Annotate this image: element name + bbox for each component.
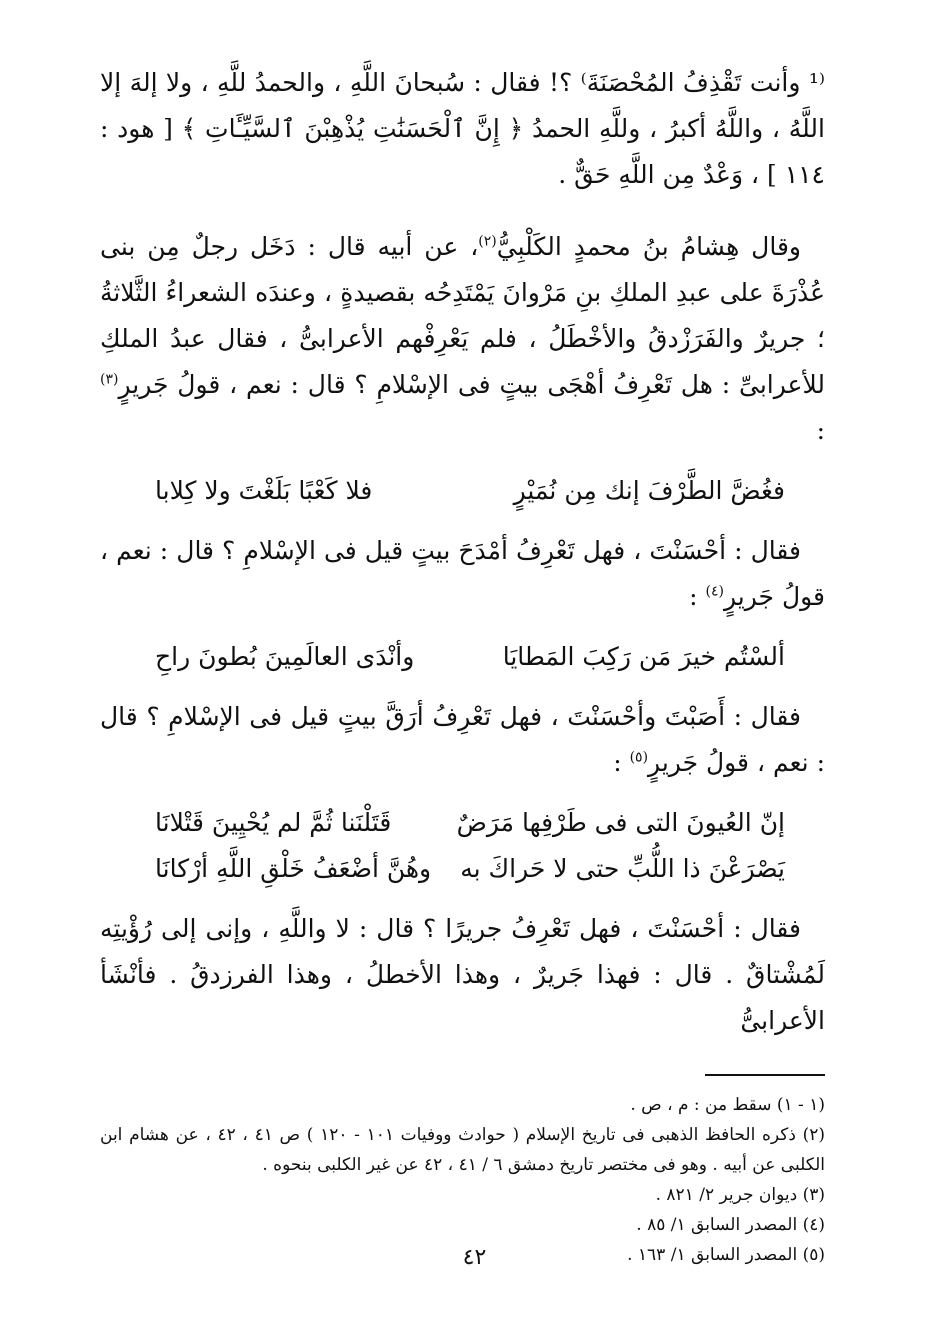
footnote-5: (٥) المصدر السابق ١/ ١٦٣ . — [627, 1245, 825, 1265]
page-body — [100, 60, 825, 1270]
verse-line-4 — [100, 846, 825, 892]
verse-2-first-hemistich: ألسْتُم خيرَ مَن رَكِبَ المَطايَا — [502, 642, 785, 671]
paragraph-2-text: وقال هِشامُ بنُ محمدٍ الكَلْبِيُّ — [496, 232, 801, 261]
footnote-separator — [705, 1074, 825, 1076]
footnote-2: (٢) ذكره الحافظ الذهبى فى تاريخ الإسلام ( حوادث ووفيات ١٠١ - ١٢٠ ) ص ٤١ ، ٤٢ ، عن هشام ابن الكلبى عن أبيه . وهو فى مختصر تاريخ دمشق ٦ / ٤١ ، ٤٢ عن غير الكلبى بنحوه . — [100, 1125, 825, 1175]
footnote-1: (١ - ١) سقط من : م ، ص . — [630, 1095, 825, 1115]
footnotes — [100, 1090, 825, 1270]
footnote-3: (٣) ديوان جرير ٢/ ٨٢١ . — [655, 1185, 825, 1205]
paragraph-4-text: فقال : أَصَبْتَ وأحْسَنْتَ ، فهل تَعْرِفُ أرَقَّ بيتٍ قيل فى الإسْلامِ ؟ قال : نعم ، قولُ جَريرٍ — [100, 702, 825, 777]
verse-line-1 — [100, 468, 825, 514]
paragraph-4-end: : — [613, 748, 630, 777]
verse-line-2 — [100, 634, 825, 680]
footnote-marker-4: (٤) — [705, 583, 725, 600]
paragraph-4 — [100, 694, 825, 786]
verse-1-first-hemistich: فغُضَّ الطَّرْفَ إنك مِن نُمَيْرٍ — [513, 476, 785, 505]
verse-1-second-hemistich: فلا كَعْبًا بَلَغْتَ ولا كِلابا — [155, 476, 373, 505]
paragraph-3 — [100, 528, 825, 620]
verse-2-second-hemistich: وأنْدَى العالَمِينَ بُطونَ راحِ — [155, 642, 415, 671]
paragraph-3-end: : — [689, 582, 706, 611]
footnote-4: (٤) المصدر السابق ١/ ٨٥ . — [636, 1215, 825, 1235]
verse-3-second-hemistich: قَتَلْنَنا ثُمَّ لم يُحْيِينَ قَتْلانَا — [155, 808, 392, 837]
paragraph-3-text: فقال : أحْسَنْتَ ، فهل تَعْرِفُ أمْدَحَ بيتٍ قيل فى الإسْلامِ ؟ قال : نعم ، قولُ جَريرٍ — [100, 536, 825, 611]
page-number: ٤٢ — [462, 1245, 487, 1270]
verse-line-3 — [100, 800, 825, 846]
paragraph-2-rest: ، عن أبيه قال : دَخَل رجلٌ مِن بنى عُذْرَةَ على عبدِ الملكِ بنِ مَرْوانَ يَمْتَدِحُه بقصيدةٍ ، وعندَه الشعراءُ الثَّلاثةُ ؛ جريرٌ والفَرَزْدقُ والأخْطَلُ ، فلم يَعْرِفْهم الأعرابىُّ ، فقال عبدُ الملكِ للأعرابىِّ : هل تَعْرِفُ أهْجَى بيتٍ فى الإسْلامِ ؟ قال : نعم ، قولُ جَريرٍ — [100, 232, 825, 399]
verse-4-second-hemistich: وهُنَّ أضْعَفُ خَلْقِ اللَّهِ أرْكانَا — [155, 854, 432, 883]
footnote-marker-2: (٢) — [478, 233, 497, 250]
paragraph-2 — [100, 224, 825, 454]
footnote-marker-5: (٥) — [629, 749, 649, 766]
verse-4-first-hemistich: يَصْرَعْنَ ذا اللُّبِّ حتى لا حَراكَ به — [460, 854, 785, 883]
paragraph-5: فقال : أحْسَنْتَ ، فهل تَعْرِفُ جريرًا ؟ قال : لا واللَّهِ ، وإنى إلى رُؤْيتِه لَمُشْتاقٌ . قال : فهذا جَريرٌ ، وهذا الأخطلُ ، وهذا الفرزدقُ . فأنْشَأ الأعرابىُّ — [100, 914, 825, 1035]
paragraph-2-end: : — [816, 416, 825, 445]
verse-3-first-hemistich: إنّ العُيونَ التى فى طَرْفِها مَرَضٌ — [456, 808, 785, 837]
footnote-marker-3: (٣) — [100, 371, 119, 388]
paragraph-1: ⁽¹ وأنت تَقْذِفُ المُحْصَنَةَ⁾ ؟! فقال : سُبحانَ اللَّهِ ، والحمدُ للَّهِ ، ولا إلهَ إلا اللَّهُ ، واللَّهُ أكبرُ ، وللَّهِ الحمدُ ﴿ إِنَّ ٱلْحَسَنَٰتِ يُذْهِبْنَ ٱلسَّيِّـَٔاتِ ﴾ [ هود : ١١٤ ] ، وَعْدٌ مِن اللَّهِ حَقٌّ . — [100, 68, 825, 189]
